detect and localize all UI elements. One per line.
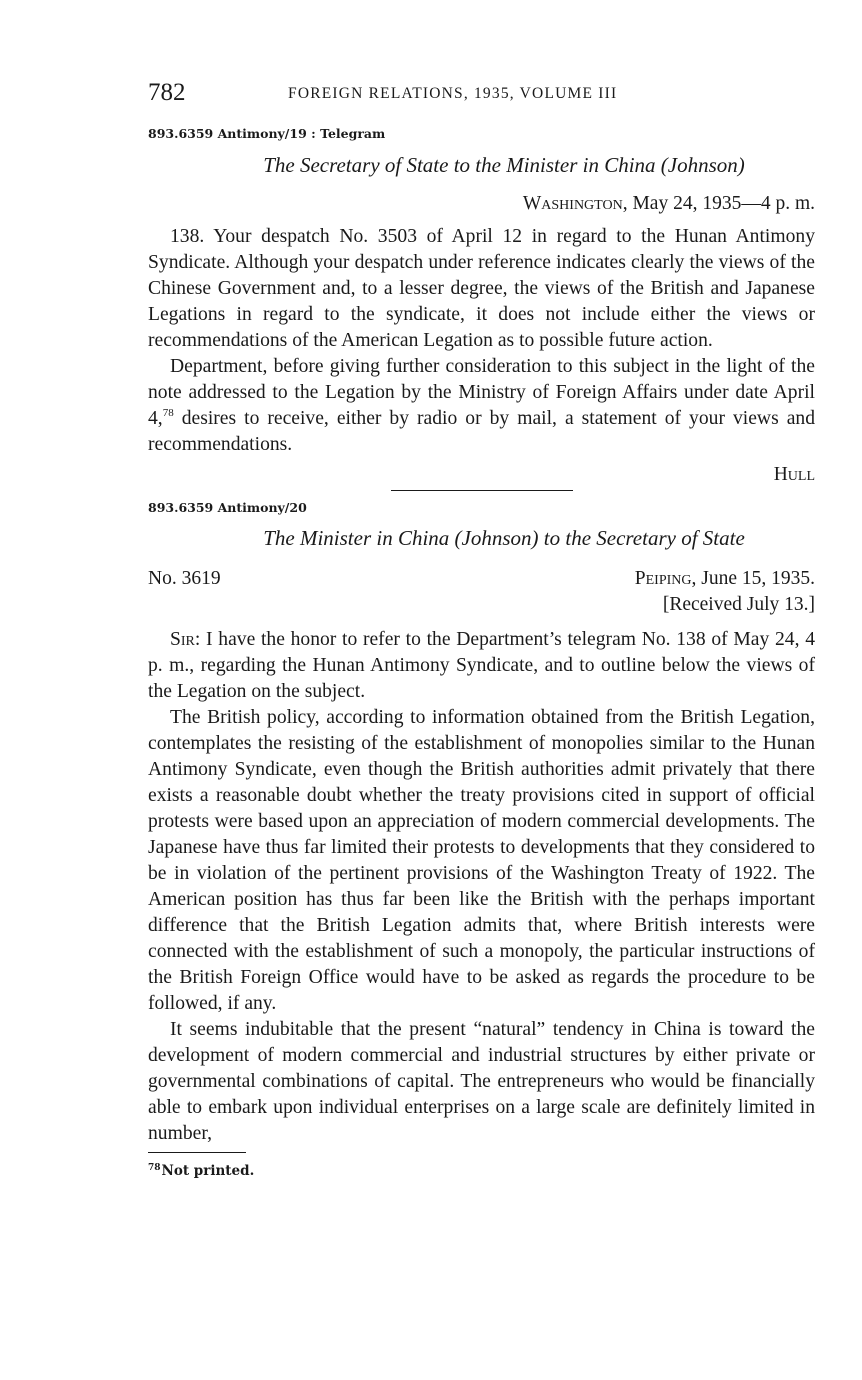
letter-date-value: , June 15, 1935. — [691, 568, 815, 589]
running-header — [148, 78, 815, 114]
footnote-divider — [148, 1152, 246, 1153]
document-title-2: The Minister in China (Johnson) to the Secretary of State — [263, 526, 745, 550]
letter-paragraph-1-text: : I have the honor to refer to the Department’s telegram No. 138 of May 24, 4 p. m., regarding the Hunan Antimony Syndicate, and to outline below the views of the Legation on the subject. — [148, 629, 815, 702]
running-title: FOREIGN RELATIONS, 1935, VOLUME III — [288, 85, 618, 102]
footnote — [148, 1159, 815, 1180]
dateline-date: , May 24, 1935—4 p. m. — [622, 193, 815, 214]
document-title-1: The Secretary of State to the Minister in China (Johnson) — [263, 153, 745, 177]
letter-date — [635, 566, 815, 592]
telegram-paragraph-1: 138. Your despatch No. 3503 of April 12 in regard to the Hunan Antimony Syndicate. Although your despatch under reference indicates clearly the views of the Chinese Government and, to a lesser degree, the views of the British and Japanese Legations in regard to the syndicate, it does not include either the views or recommendations of the American Legation as to possible future action. — [148, 226, 815, 351]
letter-paragraph-2: The British policy, according to information obtained from the British Legation, contemplates the resisting of the establishment of monopolies similar to the Hunan Antimony Syndicate, even though the British authorities admit privately that there exists a reasonable doubt whether the treaty provisions cited in support of official protests were based upon an appreciation of modern commercial developments. The Japanese have thus far limited their protests to developments that they considered to be in violation of the pertinent provisions of the Washington Treaty of 1922. The American position has thus far been like the British with the perhaps important difference that the British Legation admits that, where British interests were connected with the establishment of such a monopoly, the particular instructions of the British Foreign Office would have to be asked as regards the procedure to be followed, if any. — [148, 707, 815, 1014]
footnote-reference: 78 — [162, 407, 174, 419]
received-date: [Received July 13.] — [662, 594, 815, 615]
dateline-place: Washington — [522, 193, 623, 214]
footnote-mark: 78 — [148, 1163, 161, 1173]
letter-paragraph-1 — [148, 627, 815, 705]
letter-date-place: Peiping — [634, 568, 692, 589]
footnote-text: Not printed. — [161, 1163, 255, 1179]
letter-heading — [148, 566, 815, 618]
paragraph-2-text-a: Department, before giving further consideration to this subject in the light of the note addressed to the Legation by the Ministry of Foreign Affairs under date April 4, — [148, 356, 815, 429]
file-reference-1: 893.6359 Antimony/19 : Telegram — [148, 126, 386, 141]
telegram-paragraph-2 — [148, 354, 815, 458]
file-reference-2: 893.6359 Antimony/20 — [148, 500, 307, 515]
salutation: Sir — [170, 629, 195, 650]
page-number: 782 — [148, 79, 186, 106]
signature: Hull — [773, 464, 815, 485]
dateline-1 — [148, 191, 815, 217]
despatch-number: No. 3619 — [148, 568, 221, 589]
document-page — [148, 78, 815, 1180]
letter-paragraph-3: It seems indubitable that the present “natural” tendency in China is toward the development of modern commercial and industrial structures by either private or governmental combinations of capital. The entrepreneurs who would be financially able to embark upon individual enterprises on a large scale are definitely limited in number, — [148, 1019, 815, 1144]
paragraph-2-text-b: desires to receive, either by radio or by mail, a statement of your views and recommendations. — [148, 408, 815, 455]
section-divider — [391, 490, 573, 491]
